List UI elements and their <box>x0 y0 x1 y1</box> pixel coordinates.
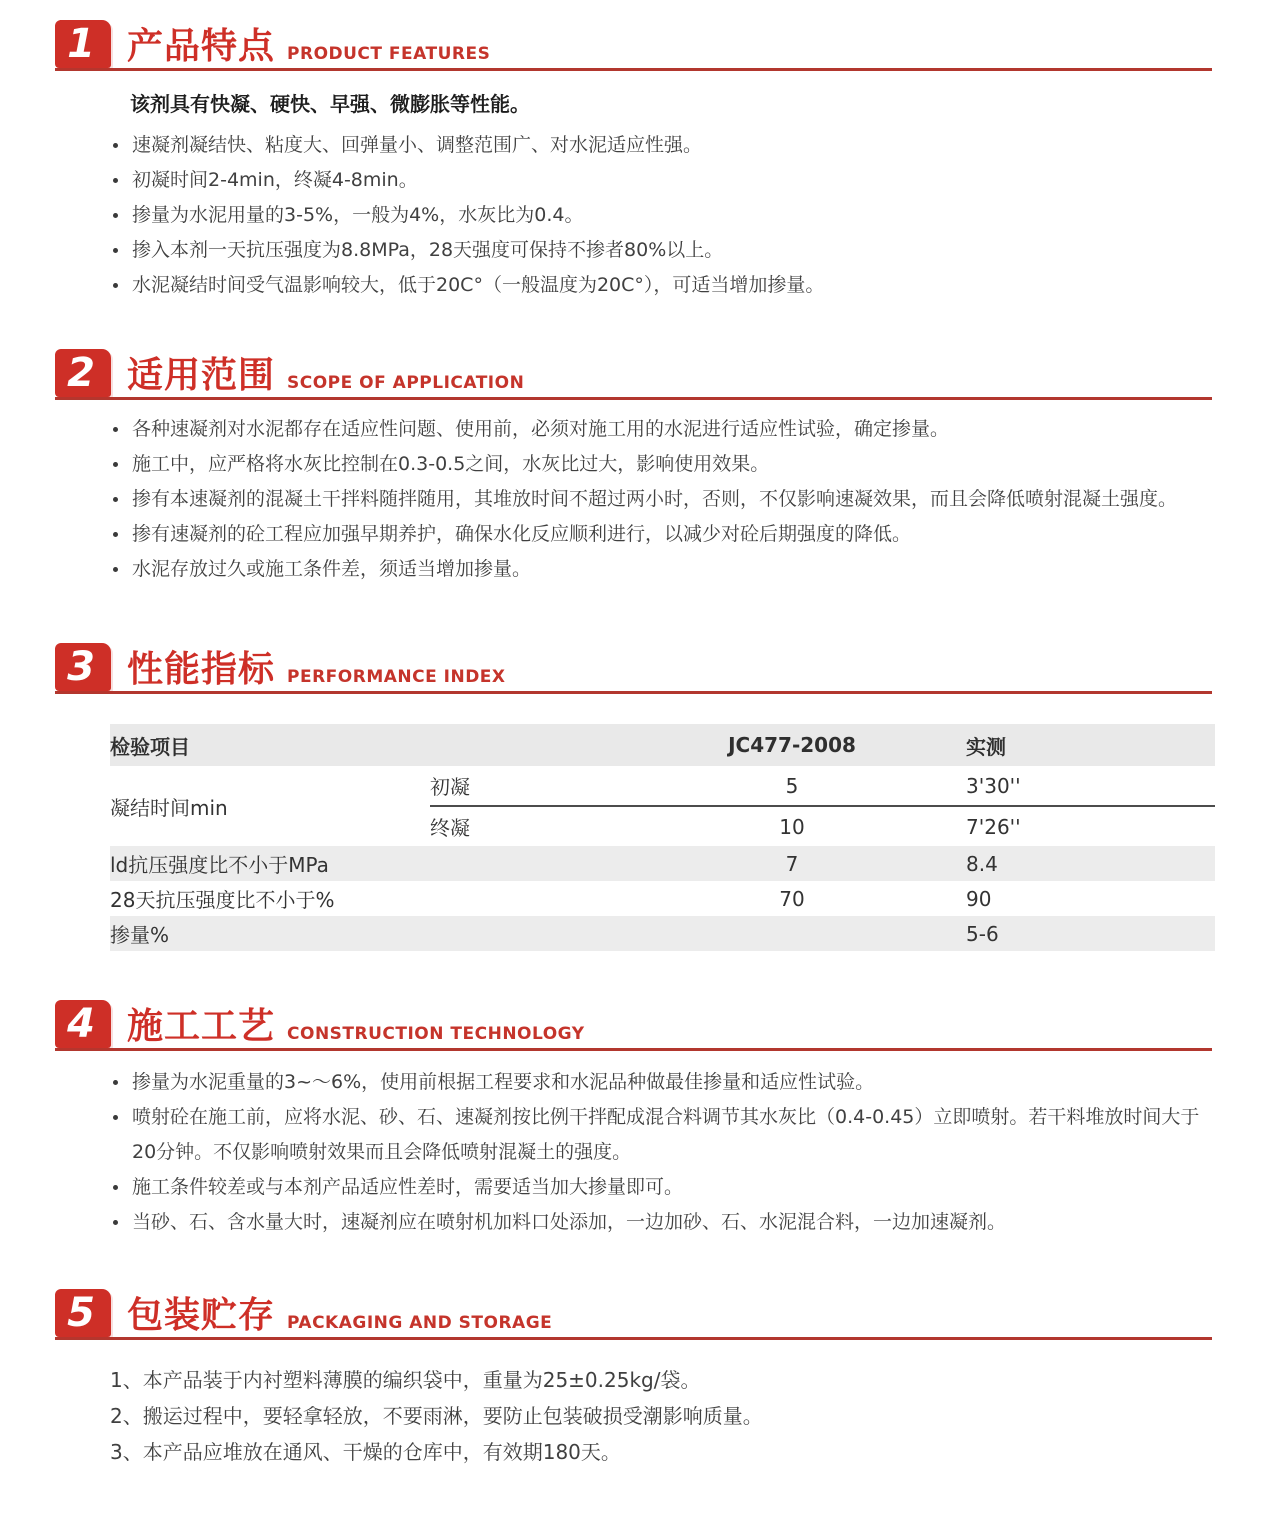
section-scope-of-application <box>0 349 1280 587</box>
bullet-dot-icon <box>113 248 118 253</box>
item-text: 掺有速凝剂的砼工程应加强早期养护，确保水化反应顺利进行，以减少对砼后期强度的降低。 <box>132 523 912 545</box>
performance-table <box>110 724 1215 951</box>
section-number: 2 <box>67 350 95 396</box>
section-number-badge <box>55 643 111 691</box>
cell-28d-strength-label: 28天抗压强度比不小于% <box>110 888 335 912</box>
item-text: 水泥存放过久或施工条件差，须适当增加掺量。 <box>132 558 532 580</box>
bullet-dot-icon <box>113 462 118 467</box>
cell-dosage-measured: 5-6 <box>966 921 999 946</box>
section-number: 1 <box>67 21 95 67</box>
item-text: 3、本产品应堆放在通风、干燥的仓库中，有效期180天。 <box>110 1440 621 1464</box>
section-number-badge <box>55 1000 111 1048</box>
cell-final-standard: 10 <box>779 814 805 839</box>
section-header <box>55 1289 1212 1340</box>
section-title-en: CONSTRUCTION TECHNOLOGY <box>287 1024 585 1044</box>
item-text: 施工中，应严格将水灰比控制在0.3-0.5之间，水灰比过大，影响使用效果。 <box>132 453 770 475</box>
section-title-zh: 产品特点 <box>127 26 276 67</box>
section-title-en: PERFORMANCE INDEX <box>287 667 506 687</box>
section-header <box>55 20 1212 71</box>
section-performance-index <box>0 643 1280 951</box>
bullet-dot-icon <box>113 143 118 148</box>
bullet-item <box>113 517 1220 552</box>
section-title-zh: 适用范围 <box>127 355 276 396</box>
bullet-item <box>113 1065 1220 1100</box>
item-text: 掺量为水泥重量的3~～6%，使用前根据工程要求和水泥品种做最佳掺量和适应性试验。 <box>132 1071 875 1093</box>
list-item <box>110 1362 1220 1398</box>
cell-1d-strength-label: ld抗压强度比不小于MPa <box>110 853 329 877</box>
section-header <box>55 643 1212 694</box>
section-number-badge <box>55 1289 111 1337</box>
column-header-measured: 实测 <box>966 734 1006 759</box>
cell-28d-strength-measured: 90 <box>966 886 992 911</box>
section-title-zh: 施工工艺 <box>127 1006 276 1047</box>
scope-bullet-list <box>0 412 1280 587</box>
section-header <box>55 349 1212 400</box>
item-text: 速凝剂凝结快、粘度大、回弹量小、调整范围广、对水泥适应性强。 <box>132 134 703 156</box>
bullet-item <box>113 1170 1220 1205</box>
section-title-en: PRODUCT FEATURES <box>287 44 491 64</box>
bullet-dot-icon <box>113 1220 118 1225</box>
bullet-item <box>113 163 1220 198</box>
item-text: 掺量为水泥用量的3-5%，一般为4%，水灰比为0.4。 <box>132 204 584 226</box>
construction-bullet-list <box>0 1065 1280 1240</box>
bullet-dot-icon <box>113 213 118 218</box>
section-number-badge <box>55 349 111 397</box>
bullet-item <box>113 1100 1220 1170</box>
cell-initial-label: 初凝 <box>430 766 618 806</box>
section-title-en: SCOPE OF APPLICATION <box>287 373 525 393</box>
cell-initial-measured: 3'30'' <box>966 766 1215 806</box>
bullet-item <box>113 268 1220 303</box>
bullet-item <box>113 1205 1220 1240</box>
section-number: 4 <box>67 1001 95 1047</box>
section-title-zh: 性能指标 <box>127 649 276 690</box>
table-row-dosage <box>110 916 1215 951</box>
features-bullet-list <box>0 128 1280 303</box>
section-number: 5 <box>67 1290 95 1336</box>
section-product-features <box>0 20 1280 303</box>
item-text: 施工条件较差或与本剂产品适应性差时，需要适当加大掺量即可。 <box>132 1176 684 1198</box>
packaging-numbered-list <box>0 1362 1280 1470</box>
section-title-zh: 包装贮存 <box>127 1295 276 1336</box>
bullet-item <box>113 552 1220 587</box>
section-header <box>55 1000 1212 1051</box>
cell-1d-strength-measured: 8.4 <box>966 851 998 876</box>
item-text: 当砂、石、含水量大时，速凝剂应在喷射机加料口处添加，一边加砂、石、水泥混合料，一边加速凝剂。 <box>132 1211 1007 1233</box>
bullet-item <box>113 198 1220 233</box>
table-row-1d-strength <box>110 846 1215 881</box>
bullet-item <box>113 128 1220 163</box>
cell-setting-time-label: 凝结时间min <box>110 795 228 820</box>
item-text: 初凝时间2-4min，终凝4-8min。 <box>132 169 418 191</box>
cell-final-label: 终凝 <box>430 816 470 840</box>
bullet-item <box>113 447 1220 482</box>
bullet-dot-icon <box>113 1115 118 1120</box>
item-text: 2、搬运过程中，要轻拿轻放，不要雨淋，要防止包装破损受潮影响质量。 <box>110 1404 763 1428</box>
table-header-row <box>110 724 1215 766</box>
bullet-dot-icon <box>113 1185 118 1190</box>
bullet-dot-icon <box>113 532 118 537</box>
item-text: 1、本产品装于内衬塑料薄膜的编织袋中，重量为25±0.25kg/袋。 <box>110 1368 701 1392</box>
bullet-dot-icon <box>113 1080 118 1085</box>
cell-1d-strength-standard: 7 <box>785 851 799 876</box>
bullet-item <box>113 482 1220 517</box>
cell-initial-standard: 5 <box>618 766 966 806</box>
table-row-initial-setting <box>110 766 1215 806</box>
item-text: 水泥凝结时间受气温影响较大，低于20C°（一般温度为20C°），可适当增加掺量。 <box>132 274 825 296</box>
section-number: 3 <box>67 644 95 690</box>
bullet-dot-icon <box>113 283 118 288</box>
bullet-dot-icon <box>113 178 118 183</box>
item-text: 各种速凝剂对水泥都存在适应性问题、使用前，必须对施工用的水泥进行适应性试验，确定掺量。 <box>132 418 950 440</box>
cell-dosage-standard <box>618 916 966 951</box>
column-header-standard: JC477-2008 <box>728 733 856 757</box>
table-row-28d-strength <box>110 881 1215 916</box>
bullet-dot-icon <box>113 427 118 432</box>
bullet-item <box>113 233 1220 268</box>
column-header-sub <box>430 724 618 766</box>
section-title-en: PACKAGING AND STORAGE <box>287 1313 553 1333</box>
item-text: 掺有本速凝剂的混凝土干拌料随拌随用，其堆放时间不超过两小时，否则，不仅影响速凝效果，而且会降低喷射混凝土强度。 <box>132 488 1178 510</box>
section-construction-technology <box>0 1000 1280 1240</box>
bullet-dot-icon <box>113 497 118 502</box>
bullet-dot-icon <box>113 567 118 572</box>
cell-final-measured: 7'26'' <box>966 814 1021 839</box>
cell-28d-strength-standard: 70 <box>779 886 805 911</box>
column-header-item: 检验项目 <box>110 734 190 759</box>
list-item <box>110 1434 1220 1470</box>
section-packaging-storage <box>0 1289 1280 1470</box>
section-number-badge <box>55 20 111 68</box>
cell-dosage-label: 掺量% <box>110 923 170 947</box>
item-text: 喷射砼在施工前，应将水泥、砂、石、速凝剂按比例干拌配成混合料调节其水灰比（0.4-0.45）立即喷射。若干料堆放时间大于20分钟。不仅影响喷射效果而且会降低喷射混凝土的强度。 <box>132 1106 1200 1163</box>
product-spec-page <box>0 20 1280 1534</box>
list-item <box>110 1398 1220 1434</box>
item-text: 掺入本剂一天抗压强度为8.8MPa，28天强度可保持不掺者80%以上。 <box>132 239 724 261</box>
bullet-item <box>113 412 1220 447</box>
features-intro: 该剂具有快凝、硬快、早强、微膨胀等性能。 <box>130 92 530 116</box>
